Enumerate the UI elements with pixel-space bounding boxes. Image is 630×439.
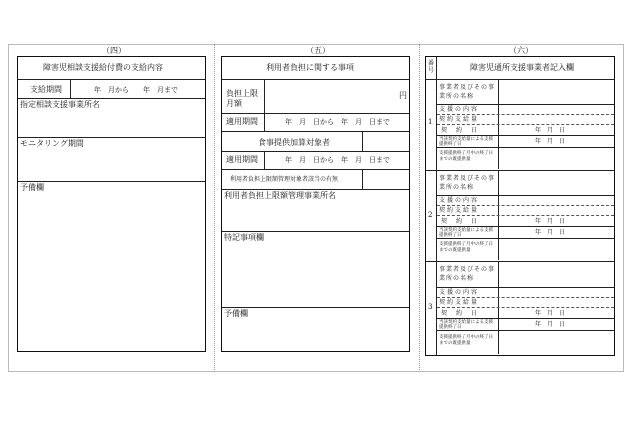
special-notes-label: 特記事項欄 <box>224 233 264 242</box>
provided-amount-label: 支援提供終了月中の終了日までの既提供量 <box>439 242 493 253</box>
service-content-label: 支援の内容 <box>439 197 480 204</box>
service-end-value: 年 月 日 <box>535 229 566 236</box>
number-header: 番号 <box>427 60 434 74</box>
support-period-label: 支給期間 <box>30 85 62 94</box>
cap-management-label: 利用者負担上限額管理対象者該当の有無 <box>230 176 339 183</box>
panel-six-title: 障害児通所支援事業者記入欄 <box>470 63 574 72</box>
monitoring-period-label: モニタリング期間 <box>20 139 84 148</box>
meal-target-label: 食事提供加算対象者 <box>258 138 330 147</box>
contract-date-value: 年 月 日 <box>535 127 566 134</box>
service-content-label: 支援の内容 <box>439 106 480 113</box>
contract-date-value: 年 月 日 <box>535 218 566 225</box>
applicable-period-value: 年 月 日から 年 月 日まで <box>285 118 390 126</box>
entry-number: 1 <box>428 118 433 126</box>
contract-date-label: 契約日 <box>441 310 487 317</box>
provided-amount-label: 支援提供終了月中の終了日までの既提供量 <box>439 151 493 162</box>
service-end-label: 当該契約支給量による支援提供終了日 <box>439 320 493 330</box>
service-content-label: 支援の内容 <box>439 289 480 296</box>
panel-six-heading: （六） <box>509 46 533 55</box>
panel-four-heading: （四） <box>102 46 126 55</box>
panel-five-heading: （五） <box>306 46 330 55</box>
remarks-label: 予備欄 <box>224 309 248 318</box>
service-end-value: 年 月 日 <box>535 138 566 145</box>
panel-five-title: 利用者負担に関する事項 <box>266 63 354 72</box>
limit-unit: 円 <box>399 91 407 100</box>
panel-four-title: 障害児相談支援給付費の支給内容 <box>43 63 163 72</box>
consultation-office-label: 指定相談支援事業所名 <box>20 100 100 109</box>
office-name-label: 事業者及びその事業所の名称 <box>439 266 496 282</box>
applicable-period-label: 適用期間 <box>226 117 258 126</box>
service-end-label: 当該契約支給量による支援提供終了日 <box>439 228 493 238</box>
contract-amount-label: 契約支給量 <box>439 299 480 306</box>
entry-number: 2 <box>428 211 433 219</box>
service-end-value: 年 月 日 <box>535 321 566 328</box>
limit-label: 負担上限月額 <box>226 89 258 108</box>
entry-number: 3 <box>428 303 433 311</box>
contract-date-value: 年 月 日 <box>535 310 566 317</box>
remarks-label: 予備欄 <box>20 183 44 192</box>
cap-office-label: 利用者負担上限額管理事業所名 <box>224 191 336 200</box>
support-period-value: 年 月から 年 月まで <box>94 86 178 94</box>
contract-date-label: 契約日 <box>441 218 487 225</box>
panel-divider-1 <box>214 44 215 370</box>
office-name-label: 事業者及びその事業所の名称 <box>439 84 496 100</box>
panel-divider-2 <box>419 44 420 370</box>
contract-amount-label: 契約支給量 <box>439 207 480 214</box>
office-name-label: 事業者及びその事業所の名称 <box>439 175 496 191</box>
provided-amount-label: 支援提供終了月中の終了日までの既提供量 <box>439 335 493 346</box>
meal-period-value: 年 月 日から 年 月 日まで <box>285 156 390 164</box>
service-end-label: 当該契約支給量による支援提供終了日 <box>439 137 493 147</box>
contract-date-label: 契約日 <box>441 127 487 134</box>
contract-amount-label: 契約支給量 <box>439 116 480 123</box>
meal-period-label: 適用期間 <box>226 155 258 164</box>
